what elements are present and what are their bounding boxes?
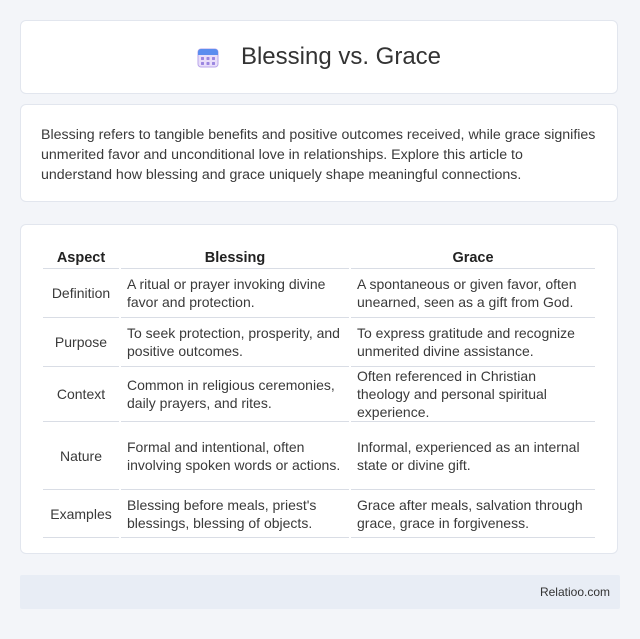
grace-cell: Grace after meals, salvation through grace, grace in forgiveness. [351,490,595,538]
aspect-cell: Definition [43,269,119,318]
footer [20,575,620,609]
intro-card [20,104,618,202]
comparison-table-card [20,224,618,554]
blessing-cell: Common in religious ceremonies, daily prayers, and rites. [121,367,349,422]
grace-cell: To express gratitude and recognize unmerited divine assistance. [351,318,595,367]
grace-cell: A spontaneous or given favor, often unearned, seen as a gift from God. [351,269,595,318]
aspect-cell: Nature [43,422,119,490]
comparison-table [41,245,597,538]
header-aspect: Aspect [43,245,119,269]
table-row [43,367,595,422]
page-title: Blessing vs. Grace [240,43,442,70]
calendar-icon [197,46,219,68]
grace-cell: Often referenced in Christian theology and personal spiritual experience. [351,367,595,422]
footer-brand[interactable]: Relatioo.com [539,585,610,599]
table-header-row [43,245,595,269]
grace-cell: Informal, experienced as an internal state or divine gift. [351,422,595,490]
blessing-cell: A ritual or prayer invoking divine favor and protection. [121,269,349,318]
table-row [43,318,595,367]
header-blessing: Blessing [121,245,349,269]
table-row [43,422,595,490]
blessing-cell: To seek protection, prosperity, and positive outcomes. [121,318,349,367]
table-row [43,269,595,318]
aspect-cell: Context [43,367,119,422]
intro-text: Blessing refers to tangible benefits and positive outcomes received, while grace signifies unmerited favor and unconditional love in relationships. Explore this article to understand how blessing and grace uniquely shape meaningful connections. [41,127,596,183]
blessing-cell: Blessing before meals, priest's blessings, blessing of objects. [121,490,349,538]
title-card [20,20,618,94]
aspect-cell: Examples [43,490,119,538]
table-row [43,490,595,538]
header-grace: Grace [351,245,595,269]
blessing-cell: Formal and intentional, often involving spoken words or actions. [121,422,349,490]
aspect-cell: Purpose [43,318,119,367]
